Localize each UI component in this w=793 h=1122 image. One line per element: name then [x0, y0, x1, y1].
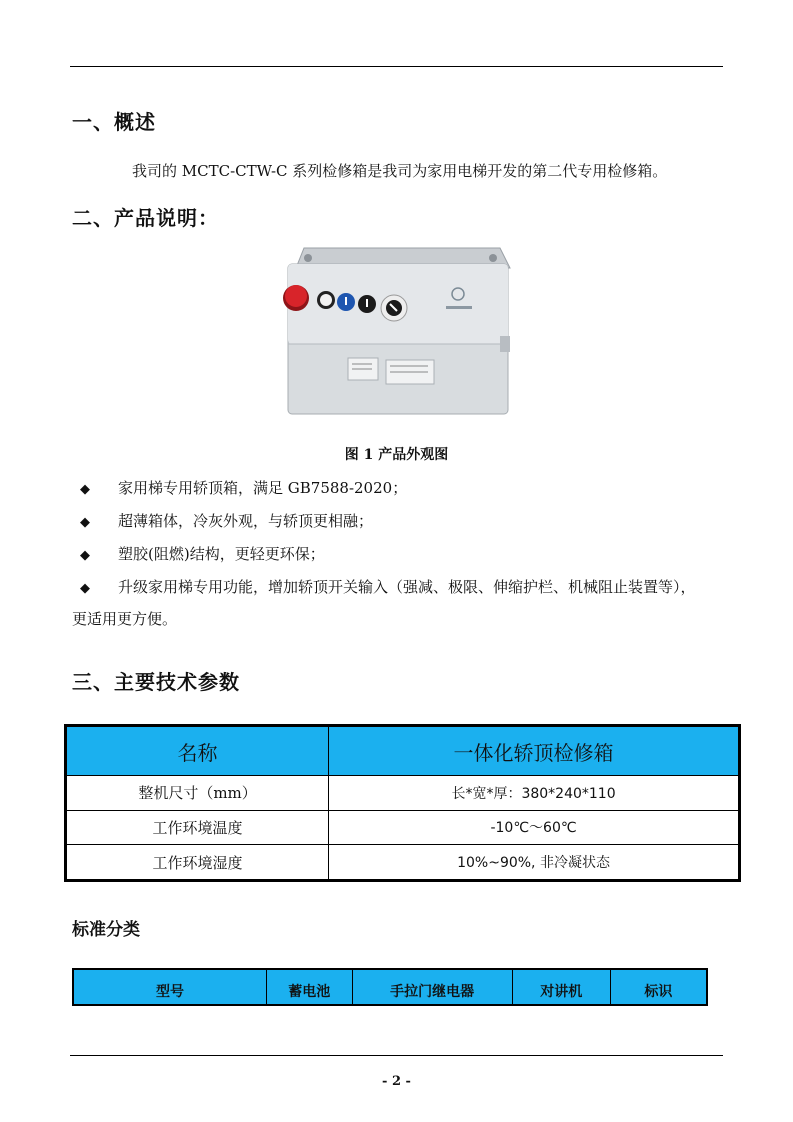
figure-caption: 图 1 产品外观图: [344, 447, 449, 463]
bullet-2: [80, 511, 373, 533]
bullet-4: [80, 577, 696, 599]
diamond-bullet-icon: ◆: [80, 581, 90, 596]
section-2-title: 二、产品说明：: [72, 206, 219, 230]
bullet-1: [80, 478, 407, 500]
spec-label: 整机尺寸（mm）: [67, 776, 329, 811]
bullet-text: 升级家用梯专用功能，增加轿顶开关输入（强减、极限、伸缩护栏、机械阻止装置等），: [118, 578, 696, 596]
spec-table-header: [67, 727, 739, 776]
spec-header-name: 名称: [67, 727, 329, 776]
table-row: [67, 845, 739, 880]
spec-value: 10%~90%, 非冷凝状态: [329, 845, 739, 880]
bullet-3: [80, 544, 325, 566]
section-1-text: 我司的 MCTC-CTW-C 系列检修箱是我司为家用电梯开发的第二代专用检修箱。: [132, 162, 668, 180]
header-rule: [70, 66, 723, 67]
classification-header: [74, 970, 707, 1005]
bullet-text: 超薄箱体，冷灰外观，与轿顶更相融；: [118, 512, 374, 530]
classification-table: [72, 968, 708, 1006]
bullet-text: 家用梯专用轿顶箱，满足 GB7588-2020；: [118, 479, 408, 497]
spec-table: [64, 724, 741, 882]
diamond-bullet-icon: ◆: [80, 482, 90, 497]
col-battery: 蓄电池: [267, 970, 352, 1005]
page-number: - 2 -: [382, 1074, 411, 1089]
col-model: 型号: [74, 970, 267, 1005]
col-marking: 标识: [610, 970, 706, 1005]
diamond-bullet-icon: ◆: [80, 515, 90, 530]
table-row: [67, 776, 739, 811]
bullet-4-continuation: 更适用更方便。: [72, 610, 178, 628]
spec-label: 工作环境温度: [67, 810, 329, 845]
spec-value: -10℃～60℃: [329, 810, 739, 845]
diamond-bullet-icon: ◆: [80, 548, 90, 563]
col-door-relay: 手拉门继电器: [352, 970, 512, 1005]
classification-title: 标准分类: [72, 920, 140, 940]
bullet-text: 塑胶(阻燃)结构，更轻更环保；: [118, 545, 325, 563]
col-intercom: 对讲机: [512, 970, 610, 1005]
product-photo: [268, 238, 528, 433]
spec-label: 工作环境湿度: [67, 845, 329, 880]
section-3-title: 三、主要技术参数: [72, 670, 240, 694]
footer-rule: [70, 1055, 723, 1056]
table-row: [67, 810, 739, 845]
spec-value: 长*宽*厚：380*240*110: [329, 776, 739, 811]
section-1-title: 一、概述: [72, 110, 156, 134]
spec-header-product: 一体化轿顶检修箱: [329, 727, 739, 776]
